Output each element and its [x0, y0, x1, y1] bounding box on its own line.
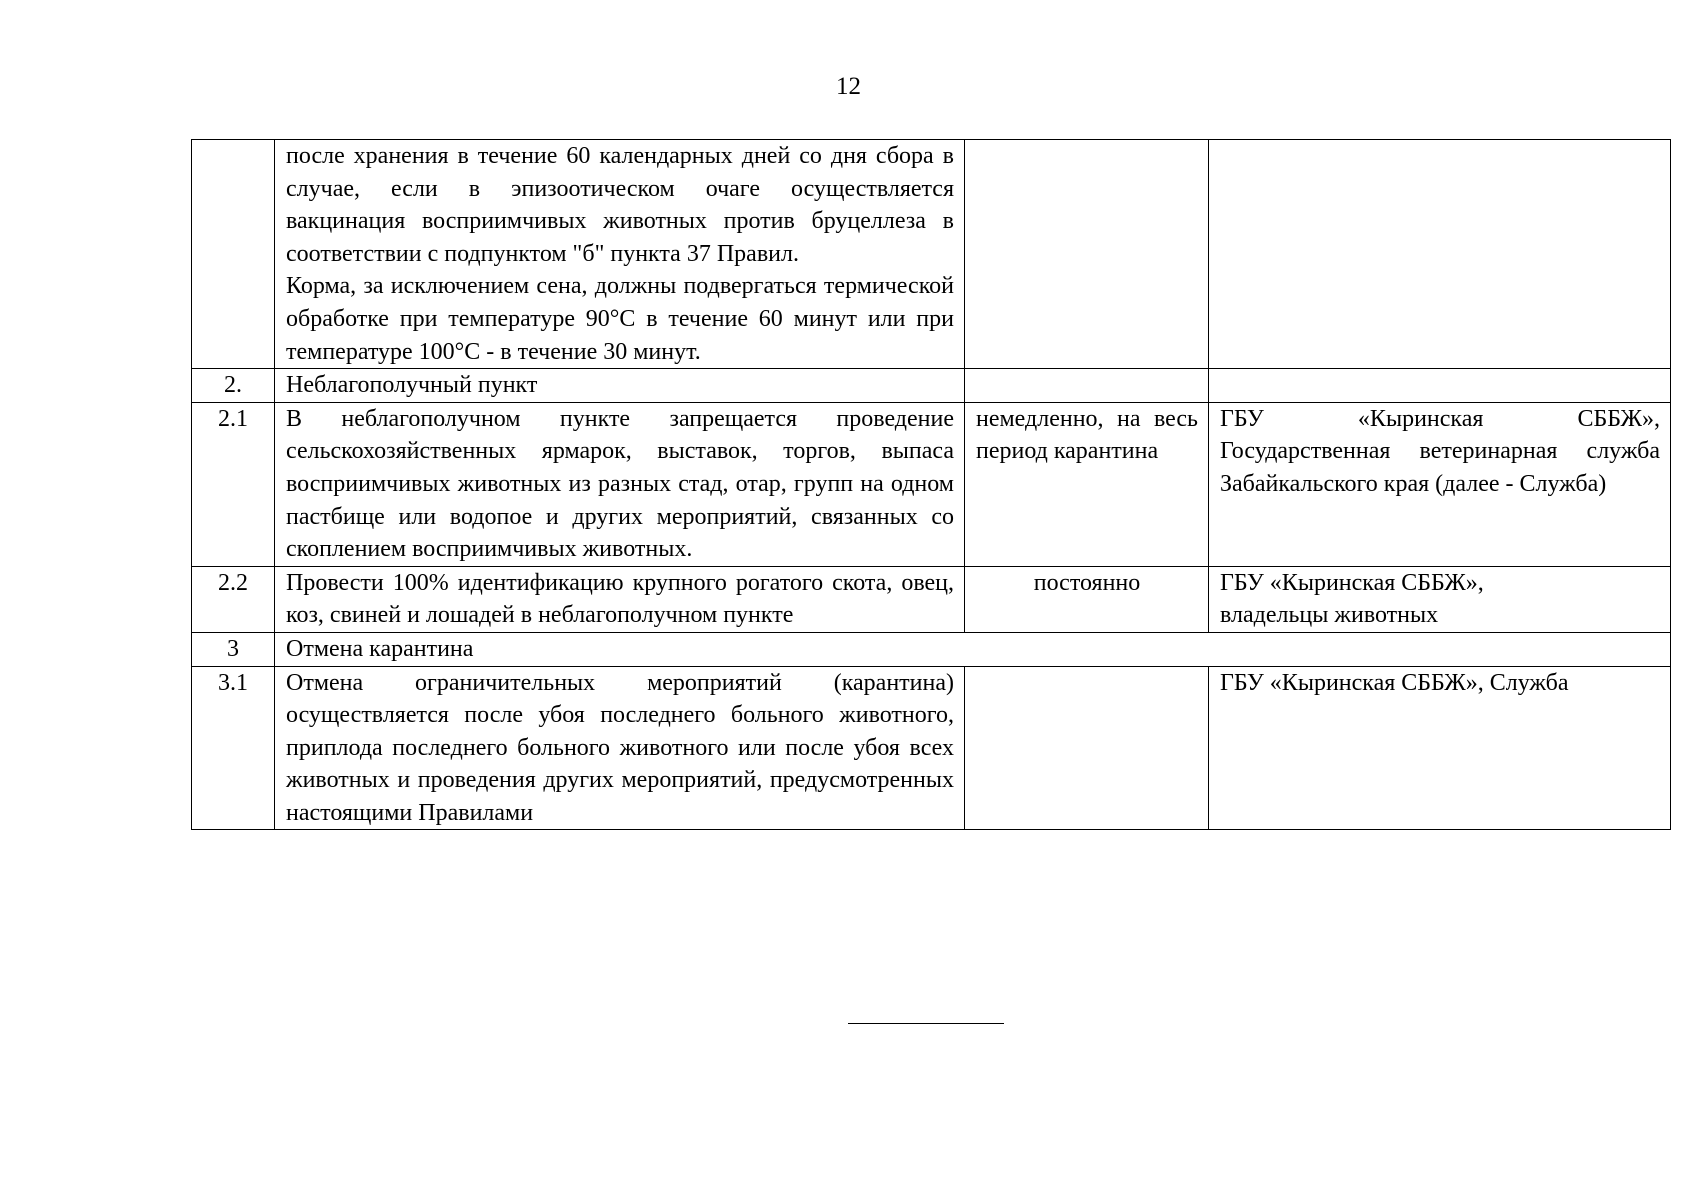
measures-table-body — [192, 140, 1671, 830]
section-title-cell — [275, 632, 1671, 666]
measures-table — [191, 139, 1671, 830]
section-row — [192, 632, 1671, 666]
row-number-cell — [192, 140, 275, 369]
row-number-cell: 2. — [192, 369, 275, 403]
measure-paragraph: В неблагополучном пункте запрещается проведение сельскохозяйственных ярмарок, выставок, торгов, выпаса восприимчивых животных из разных стад, отар, групп на одном пастбище или водопое и других мероприятий, связанных со скоплением восприимчивых животных. — [286, 405, 954, 563]
end-of-document-rule — [848, 1023, 1004, 1024]
measure-paragraph: Корма, за исключением сена, должны подвергаться термической обработке при температуре 90°С в течение 60 минут или при температуре 100°С - в течение 30 минут. — [286, 273, 954, 365]
measure-paragraph: Провести 100% идентификацию крупного рогатого скота, овец, коз, свиней и лошадей в неблагополучном пункте — [286, 569, 954, 629]
table-row — [192, 140, 1671, 369]
row-number-cell: 3.1 — [192, 666, 275, 830]
term-cell — [965, 369, 1209, 403]
responsible-cell: ГБУ «Кыринская СББЖ», владельцы животных — [1209, 566, 1671, 632]
page-number: 12 — [836, 73, 861, 100]
measure-paragraph: после хранения в течение 60 календарных дней со дня сбора в случае, если в эпизоотическом очаге осуществляется вакцинация восприимчивых животных против бруцеллеза в соответствии с подпунктом "б" пункта 37 Правил. — [286, 143, 954, 267]
row-number-cell: 3 — [192, 632, 275, 666]
row-number-cell: 2.1 — [192, 402, 275, 566]
table-row — [192, 402, 1671, 566]
table-row — [192, 666, 1671, 830]
section-row — [192, 369, 1671, 403]
responsible-cell — [1209, 369, 1671, 403]
term-cell: постоянно — [965, 566, 1209, 632]
term-cell — [965, 666, 1209, 830]
responsible-cell — [1209, 140, 1671, 369]
measure-text-cell — [275, 566, 965, 632]
table-row — [192, 566, 1671, 632]
responsible-cell: ГБУ «Кыринская СББЖ», Государственная ветеринарная служба Забайкальского края (далее - Служба) — [1209, 402, 1671, 566]
measure-text-cell — [275, 402, 965, 566]
section-title-cell — [275, 369, 965, 403]
row-number-cell: 2.2 — [192, 566, 275, 632]
term-cell — [965, 140, 1209, 369]
term-cell: немедленно, на весь период карантина — [965, 402, 1209, 566]
measure-paragraph: Неблагополучный пункт — [286, 372, 538, 399]
measure-paragraph: Отмена карантина — [286, 635, 474, 662]
measure-paragraph: Отмена ограничительных мероприятий (карантина) осуществляется после убоя последнего больного животного, приплода последнего больного животного или после убоя всех животных и проведения других мероприятий, предусмотренных настоящими Правилами — [286, 669, 954, 826]
measure-text-cell — [275, 666, 965, 830]
measure-text-cell — [275, 140, 965, 369]
responsible-cell: ГБУ «Кыринская СББЖ», Служба — [1209, 666, 1671, 830]
